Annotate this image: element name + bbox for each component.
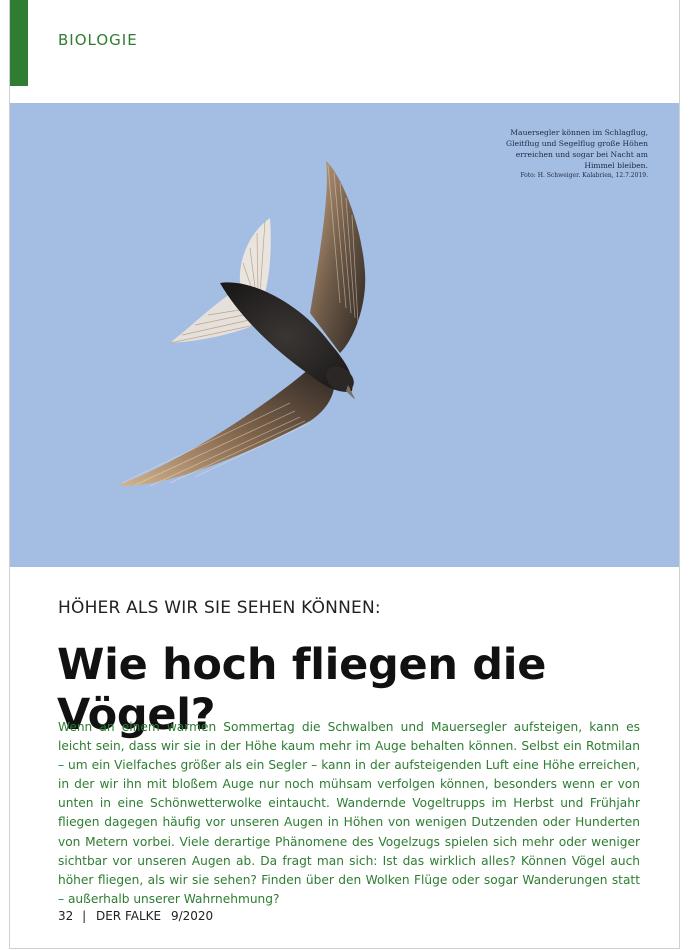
wing-upper <box>310 161 365 353</box>
photo-caption <box>488 127 648 181</box>
article-lead: Wenn an einem warmen Sommertag die Schwalben und Mauersegler aufsteigen, kann es leicht sein, dass wir sie in der Höhe kaum mehr im Auge behalten können. Selbst ein Rotmilan – um ein Vielfaches größer als ein Segler – kann in der aufsteigenden Luft eine Höhe erreichen, in der wir ihn mit bloßem Auge nur noch mühsam verfolgen können, besonders wenn er von unten in eine Schönwetterwolke eintaucht. Wandernde Vogeltrupps im Herbst und Frühjahr fliegen dagegen häufig vor unseren Augen in Höhen von wenigen Dutzenden oder Hunderten von Metern vorbei. Viele derartige Phänomene des Vogelzugs spielen sich mehr oder weniger sichtbar vor unseren Augen ab. Da fragt man sich: Ist das wirklich alles? Können Vögel auch höher fliegen, als wir sie sehen? Finden über den Wolken Flüge oder sogar Wanderungen statt – außerhalb unserer Wahrnehmung? <box>58 720 640 906</box>
footer-separator: | <box>82 909 87 923</box>
page-footer <box>58 909 213 923</box>
section-color-bar <box>10 0 28 86</box>
photo-credit: Foto: H. Schweiger. Kalabrien, 12.7.2019. <box>520 172 648 179</box>
page-number: 32 <box>58 909 74 923</box>
section-label: BIOLOGIE <box>58 31 138 49</box>
issue-number: 9/2020 <box>170 909 214 923</box>
wing-lower <box>118 365 335 486</box>
article-kicker: HÖHER ALS WIR SIE SEHEN KÖNNEN: <box>58 598 381 618</box>
magazine-name: DER FALKE <box>95 909 162 923</box>
caption-text: Mauersegler können im Schlagflug, Gleitflug und Segelflug große Höhen erreichen und sogar bei Nacht am Himmel bleiben. <box>506 128 648 170</box>
article-headline: Wie hoch fliegen die Vögel? <box>57 640 547 740</box>
